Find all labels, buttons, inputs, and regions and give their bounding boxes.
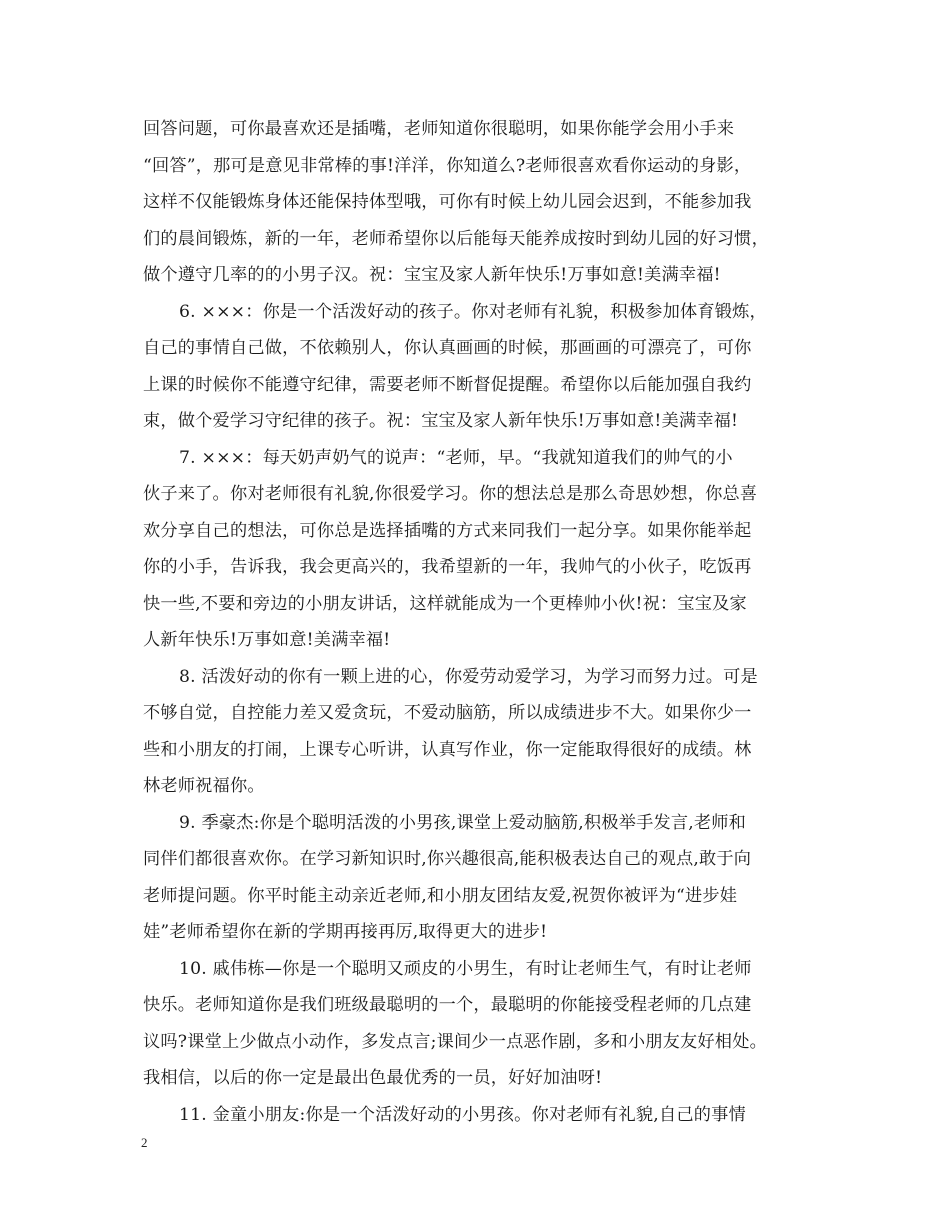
text-line: 我相信，以后的你一定是最出色最优秀的一员，好好加油呀! (143, 1068, 603, 1088)
text-line: 回答问题，可你最喜欢还是插嘴，老师知道你很聪明，如果你能学会用小手来 (143, 119, 735, 139)
paragraph-start-6: 6. ×××：你是一个活泼好动的孩子。你对老师有礼貌，积极参加体育锻炼， (179, 301, 767, 322)
text-line: 伙子来了。你对老师很有礼貌,你很爱学习。你的想法总是那么奇思妙想，你总喜 (143, 484, 758, 504)
text-line: 上课的时候你不能遵守纪律，需要老师不断督促提醒。希望你以后能加强自我约 (143, 374, 752, 395)
text-line: 们的晨间锻炼，新的一年，老师希望你以后能每天能养成按时到幼儿园的好习惯， (143, 228, 769, 249)
text-line: 做个遵守几率的的小男子汉。祝：宝宝及家人新年快乐!万事如意!美满幸福! (143, 265, 721, 285)
text-line: 人新年快乐!万事如意!美满幸福! (143, 630, 391, 650)
text-line: 欢分享自己的想法，可你总是选择插嘴的方式来同我们一起分享。如果你能举起 (143, 520, 752, 541)
text-line: 同伴们都很喜欢你。在学习新知识时,你兴趣很高,能积极表达自己的观点,敢于向 (143, 849, 752, 869)
text-line: 林老师祝福你。 (143, 776, 265, 796)
text-line: 这样不仅能锻炼身体还能保持体型哦，可你有时候上幼儿园会迟到，不能参加我 (143, 192, 752, 212)
paragraph-start-8: 8. 活泼好动的你有一颗上进的心，你爱劳动爱学习，为学习而努力过。可是 (179, 666, 758, 687)
text-line: 自己的事情自己做，不依赖别人，你认真画画的时候，那画画的可漂亮了，可你 (143, 338, 752, 358)
text-line: 娃”老师希望你在新的学期再接再厉,取得更大的进步! (143, 922, 548, 942)
text-line: 些和小朋友的打闹，上课专心听讲，认真写作业，你一定能取得很好的成绩。林 (143, 739, 752, 760)
document-body (143, 111, 829, 1133)
text-line: 老师提问题。你平时能主动亲近老师,和小朋友团结友爱,祝贺你被评为“进步娃 (143, 885, 738, 906)
text-line: 快一些,不要和旁边的小朋友讲话，这样就能成为一个更棒帅小伙!祝：宝宝及家 (143, 593, 747, 614)
text-line: 快乐。老师知道你是我们班级最聪明的一个，最聪明的你能接受程老师的几点建 (143, 995, 752, 1015)
text-line: 不够自觉，自控能力差又爱贪玩，不爱动脑筋，所以成绩进步不大。如果你少一 (143, 703, 752, 723)
paragraph-start-7: 7. ×××：每天奶声奶气的说声：“老师，早。“我就知道我们的帅气的小 (179, 447, 733, 468)
paragraph-start-10: 10. 戚伟栋—你是一个聪明又顽皮的小男生，有时让老师生气，有时让老师 (179, 958, 752, 979)
text-line: 你的小手，告诉我，我会更高兴的，我希望新的一年，我帅气的小伙子，吃饭再 (143, 557, 752, 577)
text-line: 议吗?课堂上少做点小动作，多发点言;课间少一点恶作剧，多和小朋友友好相处。 (143, 1031, 767, 1052)
paragraph-start-11: 11. 金童小朋友:你是一个活泼好动的小男孩。你对老师有礼貌,自己的事情 (179, 1104, 746, 1125)
text-line: “回答”，那可是意见非常棒的事!洋洋，你知道么?老师很喜欢看你运动的身影， (143, 155, 752, 176)
text-line: 束，做个爱学习守纪律的孩子。祝：宝宝及家人新年快乐!万事如意!美满幸福! (143, 411, 739, 431)
paragraph-start-9: 9. 季豪杰:你是个聪明活泼的小男孩,课堂上爱动脑筋,积极举手发言,老师和 (179, 812, 747, 833)
page-number: 2 (141, 1135, 148, 1150)
